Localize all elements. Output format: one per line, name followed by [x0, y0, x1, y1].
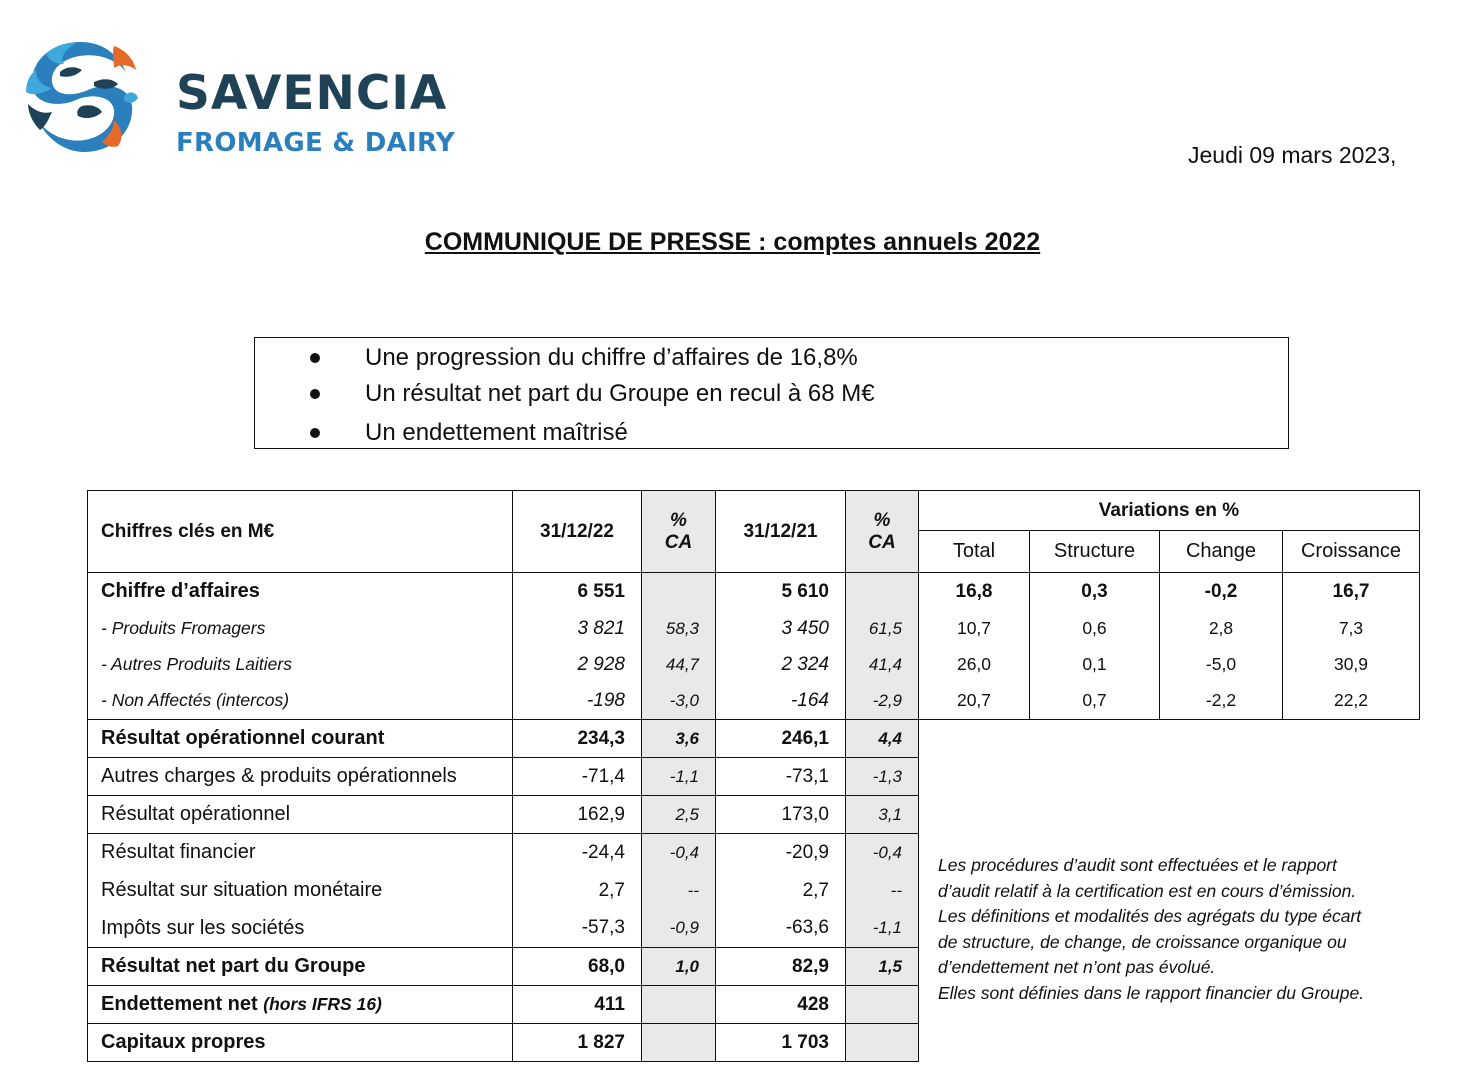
header-label: Chiffres clés en M€: [88, 491, 513, 573]
value-2021: 2,7: [716, 872, 846, 910]
row-label: Autres charges & produits opérationnels: [88, 758, 513, 796]
pct-2022: -0,4: [642, 834, 716, 872]
header-pct-ca-22: [642, 491, 716, 573]
var-total: 10,7: [919, 611, 1030, 647]
highlight-item: [365, 344, 858, 372]
table-row: [88, 720, 1420, 758]
table-row: [88, 573, 1420, 611]
row-label: Chiffre d’affaires: [88, 573, 513, 611]
pct-2022: 1,0: [642, 948, 716, 986]
value-2022: -71,4: [513, 758, 642, 796]
note-line: de structure, de change, de croissance organique ou: [938, 931, 1347, 952]
pct-2022: 2,5: [642, 796, 716, 834]
value-2021: 5 610: [716, 573, 846, 611]
row-label: - Non Affectés (intercos): [88, 683, 513, 720]
header-croissance: Croissance: [1283, 531, 1420, 573]
press-date: Jeudi 09 mars 2023,: [1188, 142, 1397, 168]
value-2022: 3 821: [513, 611, 642, 647]
page-title: COMMUNIQUE DE PRESSE : comptes annuels 2022: [424, 228, 1041, 256]
var-change: -2,2: [1160, 683, 1283, 720]
header-structure: Structure: [1030, 531, 1160, 573]
note-line: Les définitions et modalités des agrégats du type écart: [938, 906, 1362, 926]
highlights-box: [254, 337, 1289, 449]
pct-2022: 58,3: [642, 611, 716, 647]
pct-2021: --: [846, 872, 919, 910]
var-croissance: 30,9: [1283, 647, 1420, 683]
pct-2021: [846, 1024, 919, 1062]
pct-2021: 1,5: [846, 948, 919, 986]
value-2022: 234,3: [513, 720, 642, 758]
pct-2021: -0,4: [846, 834, 919, 872]
header-variations: Variations en %: [919, 491, 1420, 531]
value-2022: 6 551: [513, 573, 642, 611]
pct-2022: [642, 573, 716, 611]
pct-2021: 61,5: [846, 611, 919, 647]
value-2021: 246,1: [716, 720, 846, 758]
var-structure: 0,3: [1030, 573, 1160, 611]
var-change: -0,2: [1160, 573, 1283, 611]
header-ca-label: CA: [664, 531, 693, 553]
header-pct-symbol: %: [670, 509, 687, 531]
var-croissance: 7,3: [1283, 611, 1420, 647]
note-line: d’audit relatif à la certification est en cours d’émission.: [938, 880, 1357, 901]
var-structure: 0,7: [1030, 683, 1160, 720]
var-change: -5,0: [1160, 647, 1283, 683]
bullet-icon: [310, 353, 320, 363]
table-row: [88, 683, 1420, 720]
row-label: Résultat sur situation monétaire: [88, 872, 513, 910]
header-ca-label: CA: [868, 531, 896, 553]
pct-2022: 3,6: [642, 720, 716, 758]
row-label: Résultat net part du Groupe: [88, 948, 513, 986]
row-label-main: Endettement net: [101, 993, 258, 1015]
value-2022: 2,7: [513, 872, 642, 910]
pct-2021: 4,4: [846, 720, 919, 758]
brand-name: SAVENCIA: [176, 66, 448, 121]
value-2021: -20,9: [716, 834, 846, 872]
pct-2021: [846, 986, 919, 1024]
savencia-logo-icon: [18, 34, 144, 160]
var-total: 16,8: [919, 573, 1030, 611]
row-label: Résultat opérationnel: [88, 796, 513, 834]
value-2021: 3 450: [716, 611, 846, 647]
pct-2022: --: [642, 872, 716, 910]
note-line: d’endettement net n’ont pas évolué.: [938, 957, 1216, 977]
value-2021: -73,1: [716, 758, 846, 796]
row-label-suffix: (hors IFRS 16): [263, 994, 382, 1014]
var-total: 26,0: [919, 647, 1030, 683]
value-2021: 428: [716, 986, 846, 1024]
var-total: 20,7: [919, 683, 1030, 720]
table-row: [88, 611, 1420, 647]
pct-2022: 44,7: [642, 647, 716, 683]
highlight-text: Une progression du chiffre d’affaires de 16,8%: [365, 344, 858, 371]
value-2022: -198: [513, 683, 642, 720]
header-31-12-21: 31/12/21: [716, 491, 846, 573]
value-2021: -164: [716, 683, 846, 720]
pct-2021: -1,3: [846, 758, 919, 796]
value-2022: -24,4: [513, 834, 642, 872]
value-2021: 1 703: [716, 1024, 846, 1062]
pct-2022: -0,9: [642, 910, 716, 948]
pct-2021: [846, 573, 919, 611]
header-total: Total: [919, 531, 1030, 573]
value-2022: 1 827: [513, 1024, 642, 1062]
row-label: Résultat financier: [88, 834, 513, 872]
row-label: - Autres Produits Laitiers: [88, 647, 513, 683]
note-line: Elles sont définies dans le rapport financier du Groupe.: [938, 982, 1365, 1003]
var-croissance: 16,7: [1283, 573, 1420, 611]
note-line: Les procédures d’audit sont effectuées et le rapport: [938, 855, 1337, 875]
header-pct-symbol: %: [873, 509, 891, 531]
highlight-text: Un résultat net part du Groupe en recul à 68 M€: [365, 380, 875, 407]
pct-2022: [642, 1024, 716, 1062]
value-2021: 2 324: [716, 647, 846, 683]
value-2022: -57,3: [513, 910, 642, 948]
value-2022: 68,0: [513, 948, 642, 986]
bullet-icon: [310, 428, 320, 438]
audit-note: [938, 853, 1438, 1006]
value-2021: 173,0: [716, 796, 846, 834]
value-2022: 411: [513, 986, 642, 1024]
var-croissance: 22,2: [1283, 683, 1420, 720]
value-2022: 2 928: [513, 647, 642, 683]
highlight-text: Un endettement maîtrisé: [365, 419, 628, 446]
value-2022: 162,9: [513, 796, 642, 834]
pct-2021: 3,1: [846, 796, 919, 834]
row-label: Impôts sur les sociétés: [88, 910, 513, 948]
row-label: [88, 986, 513, 1024]
bullet-icon: [310, 389, 320, 399]
value-2021: 82,9: [716, 948, 846, 986]
row-label: - Produits Fromagers: [88, 611, 513, 647]
row-label: Capitaux propres: [88, 1024, 513, 1062]
var-structure: 0,6: [1030, 611, 1160, 647]
brand-subtitle: FROMAGE & DAIRY: [176, 128, 456, 158]
var-change: 2,8: [1160, 611, 1283, 647]
value-2021: -63,6: [716, 910, 846, 948]
table-row: [88, 647, 1420, 683]
highlight-item: [365, 419, 628, 447]
header-change: Change: [1160, 531, 1283, 573]
row-label: Résultat opérationnel courant: [88, 720, 513, 758]
pct-2022: -1,1: [642, 758, 716, 796]
pct-2022: -3,0: [642, 683, 716, 720]
pct-2021: 41,4: [846, 647, 919, 683]
pct-2022: [642, 986, 716, 1024]
highlight-item: [365, 380, 875, 408]
header-pct-ca-21: [846, 491, 919, 573]
var-structure: 0,1: [1030, 647, 1160, 683]
pct-2021: -2,9: [846, 683, 919, 720]
pct-2021: -1,1: [846, 910, 919, 948]
header-31-12-22: 31/12/22: [513, 491, 642, 573]
